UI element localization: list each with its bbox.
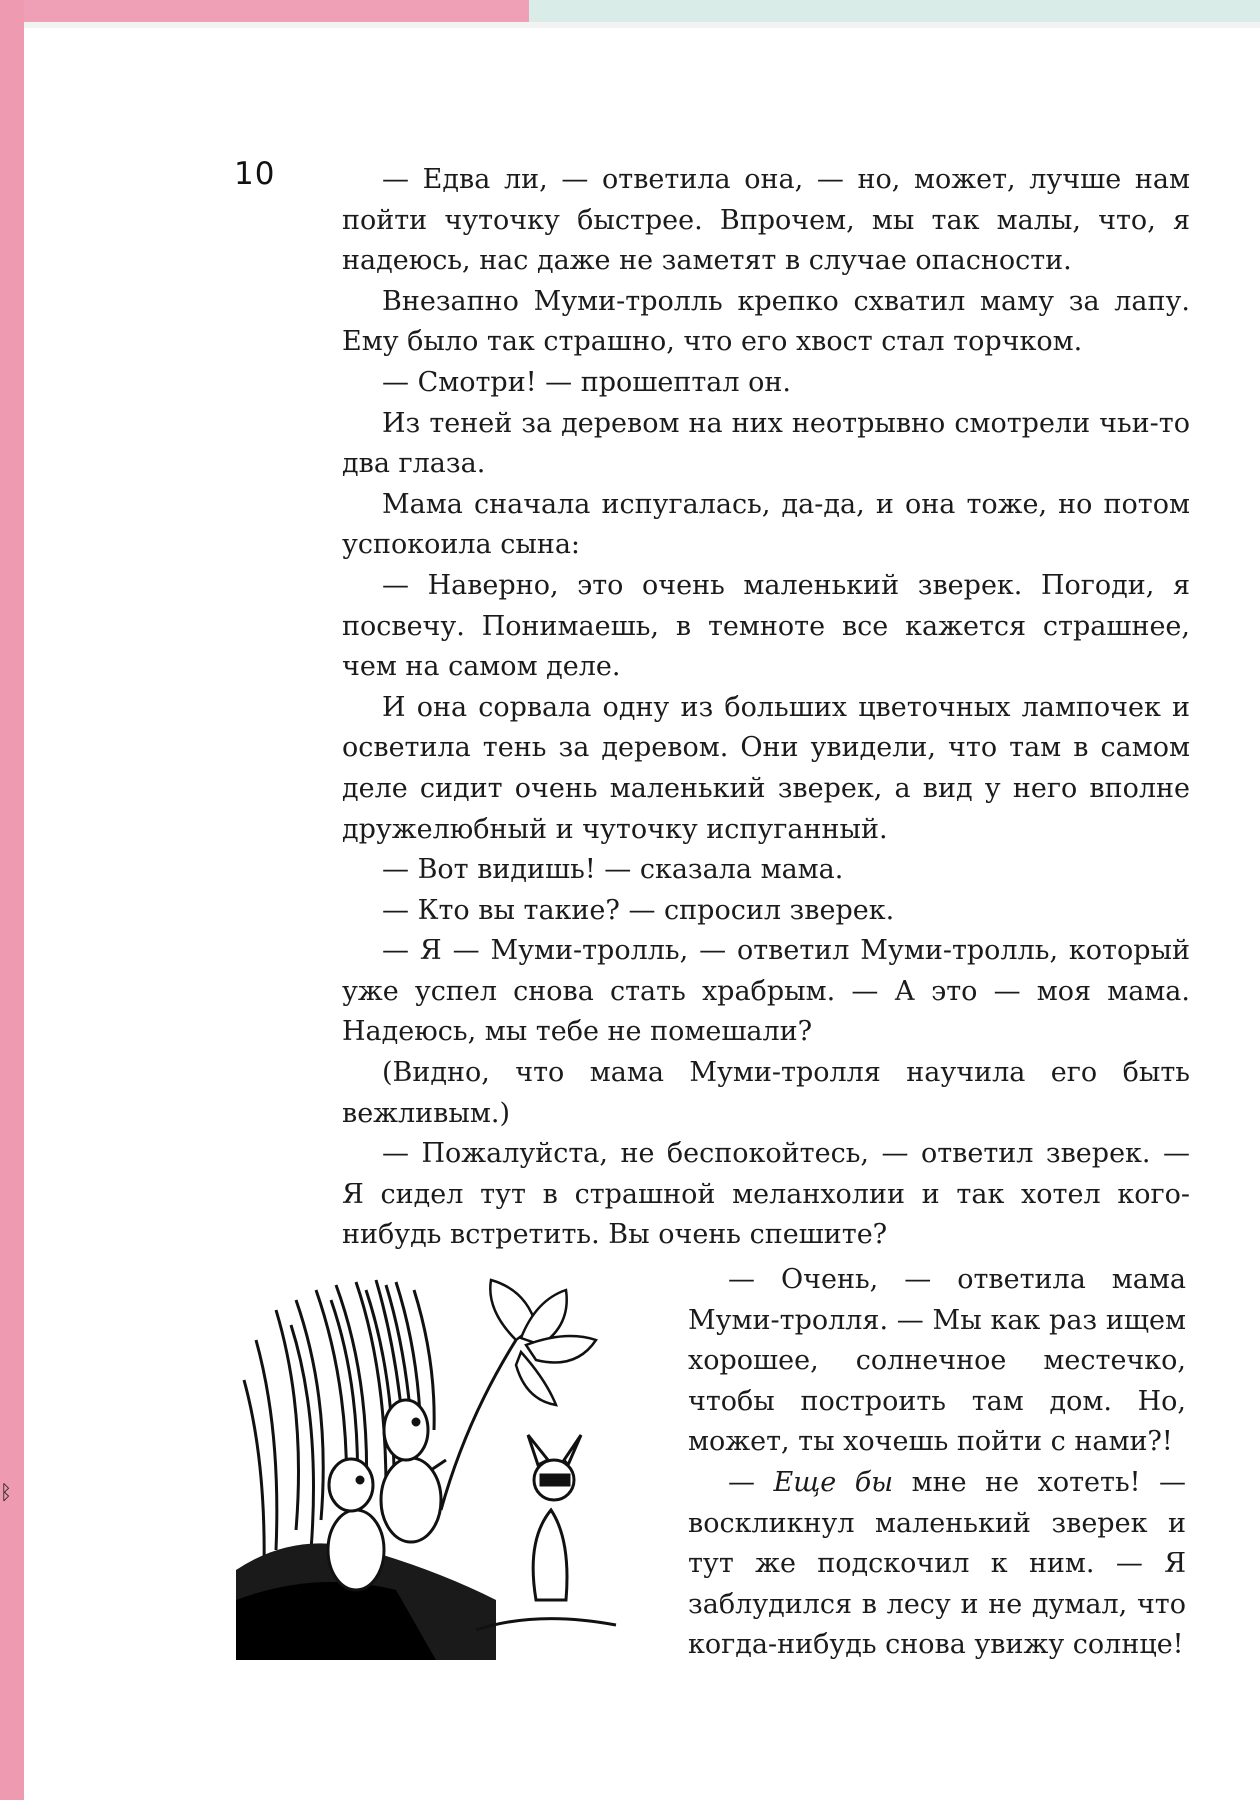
paragraph: И она сорвала одну из больших цветочных лампочек и осветила тень за деревом. Они увидели, что там в самом деле сидит очень маленький зверек, а вид у него вполне дружелюбный и чуточку испуганный. xyxy=(342,691,1190,845)
moomin-mama xyxy=(381,1400,446,1542)
emphasis: Еще бы xyxy=(773,1466,894,1498)
flower-stem xyxy=(441,1340,516,1510)
paragraph: — Смотри! — прошептал он. xyxy=(382,366,791,398)
paragraph: — Пожалуйста, не беспокойтесь, — ответил зверек. — Я сидел тут в страшной меланхолии и так хотел кого-нибудь встретить. Вы очень спешите? xyxy=(342,1138,1190,1251)
paragraph: — Кто вы такие? — спросил зверек. xyxy=(382,894,895,926)
paragraph: Из теней за деревом на них неотрывно смотрели чьи-то два глаза. xyxy=(342,407,1190,480)
paragraph-rest: мне не хотеть! — воскликнул маленький зверек и тут же подскочил к ним. — Я заблудился в лесу и не думал, что когда-нибудь снова увижу солнце! xyxy=(688,1466,1186,1661)
paragraph: Мама сначала испугалась, да-да, и она тоже, но потом успокоила сына: xyxy=(342,488,1190,561)
paragraph: Внезапно Муми-тролль крепко схватил маму за лапу. Ему было так страшно, что его хвост стал торчком. xyxy=(342,285,1190,358)
moomin-illustration xyxy=(236,1270,656,1660)
top-color-strip xyxy=(0,0,1260,22)
paragraph-with-emphasis xyxy=(688,1463,1186,1666)
paragraph: (Видно, что мама Муми-тролля научила его быть вежливым.) xyxy=(342,1057,1190,1129)
dash: — xyxy=(728,1466,774,1498)
wrapped-text xyxy=(688,1260,1186,1666)
paragraph: — Я — Муми-тролль, — ответил Муми-тролль, который уже успел снова стать храбрым. — А это — моя мама. Надеюсь, мы тебе не помешали? xyxy=(342,935,1190,1048)
top-shadow xyxy=(24,22,1260,28)
flower-head xyxy=(490,1280,596,1405)
paragraph: — Очень, — ответила мама Муми-тролля. — Мы как раз ищем хорошее, солнечное местечко, чтобы построить там дом. Но, может, ты хочешь пойти с нами?! xyxy=(688,1264,1186,1458)
page-number: 10 xyxy=(234,156,276,192)
paragraph: — Наверно, это очень маленький зверек. Погоди, я посвечу. Понимаешь, в темноте все кажется страшнее, чем на самом деле. xyxy=(342,569,1190,683)
main-text xyxy=(342,160,1190,1256)
left-pink-edge xyxy=(0,0,24,1800)
moomintroll xyxy=(328,1459,384,1590)
small-creature xyxy=(528,1435,581,1600)
paragraph: — Вот видишь! — сказала мама. xyxy=(382,854,844,886)
paragraph: — Едва ли, — ответила она, — но, может, лучше нам пойти чуточку быстрее. Впрочем, мы так малы, что, я надеюсь, нас даже не заметят в случае опасности. xyxy=(342,164,1190,277)
edge-mark: ᛒ xyxy=(0,1480,12,1504)
